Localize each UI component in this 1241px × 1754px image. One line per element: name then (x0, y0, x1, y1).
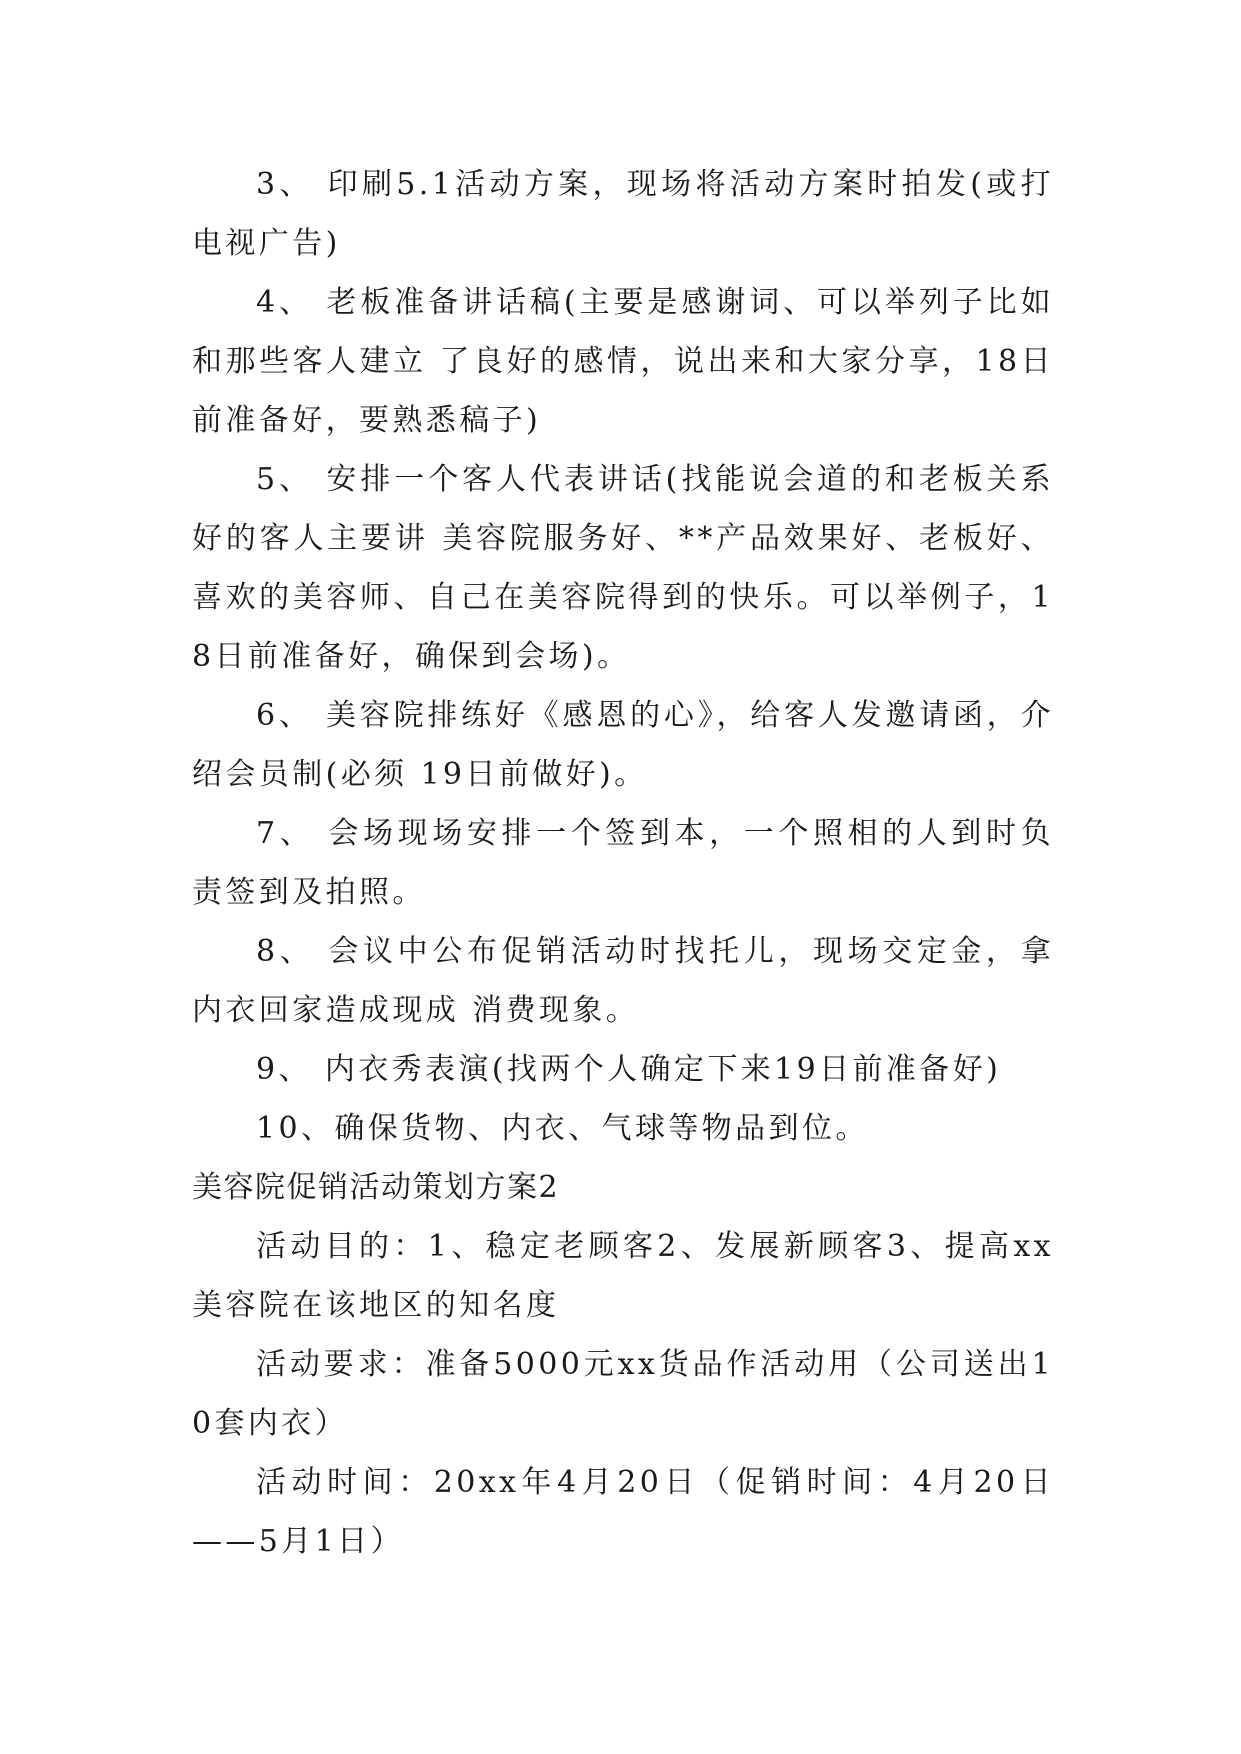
paragraph-item-9: 9、 内衣秀表演(找两个人确定下来19日前准备好) (256, 1052, 1002, 1087)
paragraph-item-6: 6、 美容院排练好《感恩的心》，给客人发邀请函，介绍会员制(必须 19日前做好)。 (192, 698, 1054, 792)
paragraph-item-8: 8、 会议中公布促销活动时找托儿，现场交定金，拿内衣回家造成现成 消费现象。 (192, 934, 1054, 1028)
paragraph-item-5: 5、 安排一个客人代表讲话(找能说会道的和老板关系好的客人主要讲 美容院服务好、**产品效果好、老板好、喜欢的美容师、自己在美容院得到的快乐。可以举例子，18日前准备好，确保到会场)。 (192, 462, 1054, 674)
paragraph-item-4: 4、 老板准备讲话稿(主要是感谢词、可以举列子比如和那些客人建立 了良好的感情，说出来和大家分享，18日前准备好，要熟悉稿子) (192, 285, 1054, 438)
activity-time: 活动时间：20xx年4月20日（促销时间：4月20日——5月1日） (192, 1465, 1054, 1559)
activity-purpose: 活动目的：1、稳定老顾客2、发展新顾客3、提高xx美容院在该地区的知名度 (192, 1229, 1054, 1323)
paragraph-item-3: 3、 印刷5.1活动方案，现场将活动方案时拍发(或打电视广告) (192, 167, 1054, 261)
paragraph-item-10: 10、确保货物、内衣、气球等物品到位。 (256, 1111, 869, 1146)
activity-requirements: 活动要求：准备5000元xx货品作活动用（公司送出10套内衣） (192, 1347, 1054, 1441)
paragraph-item-7: 7、 会场现场安排一个签到本，一个照相的人到时负责签到及拍照。 (192, 816, 1054, 910)
section-heading: 美容院促销活动策划方案2 (192, 1170, 560, 1205)
document-page (192, 155, 1054, 1571)
